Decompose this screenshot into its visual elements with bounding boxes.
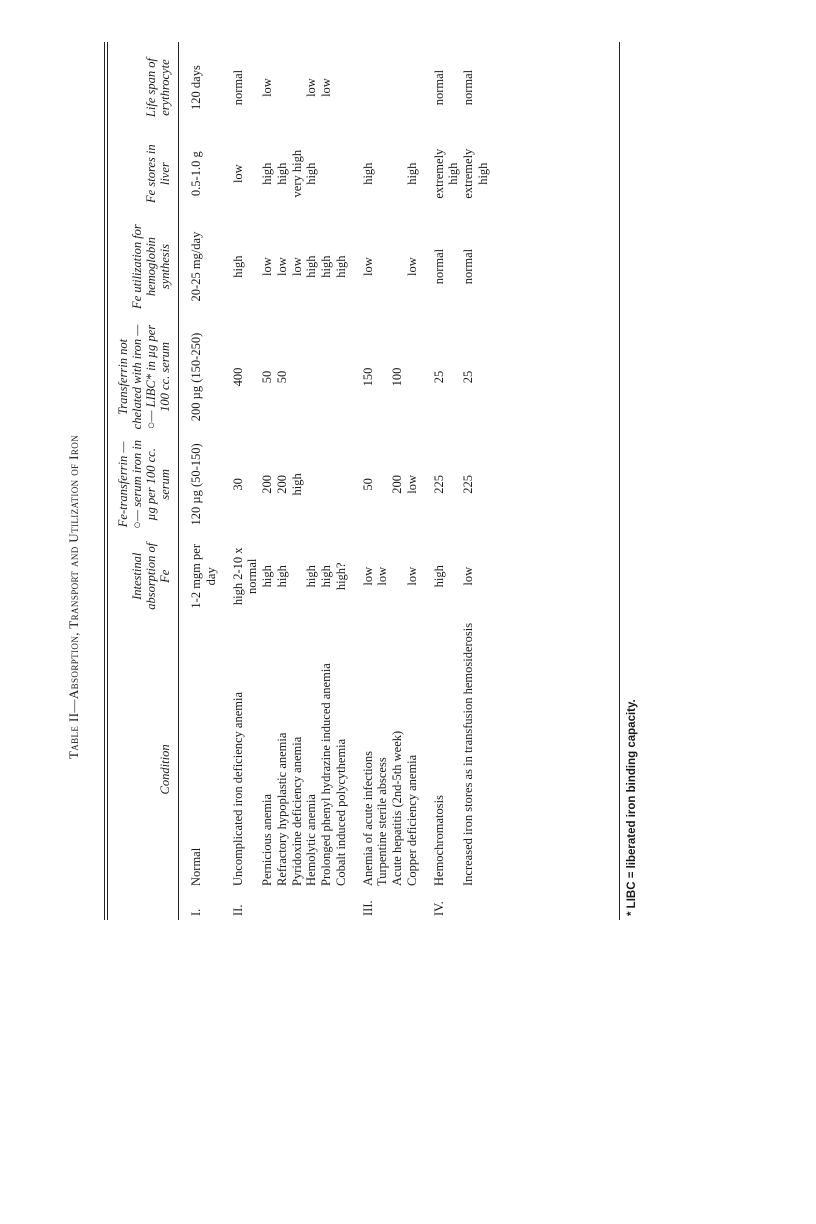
group-number: I. [189,908,203,916]
cell-fe [304,435,319,534]
header-utilization: Fe utilization for hemoglobin synthesis [130,224,172,309]
condition-cell [189,619,219,920]
top-rule [104,42,105,920]
table-row [420,42,462,920]
table-row [219,42,261,920]
condition-cell [334,619,349,920]
cell-abs: low [461,566,475,586]
condition-cell [304,619,319,920]
cell-util: high [333,255,348,278]
cell-abs: 1-2 mgm per day [189,544,218,609]
cell-life [375,42,390,133]
cell-libc [290,319,305,435]
cell-life: normal [230,69,245,106]
condition-cell [275,619,290,920]
cell-libc: 50 [274,370,289,384]
cell-abs: high [274,565,289,588]
cell-abs [390,534,405,619]
condition-cell [461,619,491,920]
cell-life: low [304,78,319,97]
footnote: * LIBC = liberated iron binding capacity. [626,699,638,916]
cell-stores: extremely high [461,148,490,199]
cell-abs: low [404,566,419,586]
cell-stores: high [304,162,319,185]
header-lifespan: Life span of erythrocyte [144,58,172,118]
cell-stores: low [230,164,245,184]
cell-stores: very high [289,149,304,198]
cell-life [334,42,349,133]
condition-cell [375,619,390,920]
condition-text: Acute hepatitis (2nd-5th week) [390,730,404,886]
cell-abs: high [319,565,333,588]
condition-text: Prolonged phenyl hydrazine induced anemia [319,663,333,886]
cell-util: low [274,257,289,276]
cell-life: low [260,78,274,97]
cell-fe: 200 [274,475,289,494]
cell-life: normal [461,69,475,106]
header-condition: Condition [158,744,172,795]
cell-util: normal [461,248,475,285]
cell-libc [334,319,349,435]
cell-libc: 200 µg (150-250) [189,332,203,422]
header-row [112,42,179,920]
cell-util: high [304,255,319,278]
condition-cell [405,619,420,920]
cell-life: 120 days [189,65,203,110]
table-row [189,42,219,920]
cell-util: low [260,257,274,276]
cell-abs: high 2-10 x normal [230,547,260,606]
cell-fe [375,435,390,534]
cell-stores: high [260,162,274,185]
cell-util [375,214,390,319]
table-row [260,42,275,920]
condition-text: Hemochromatosis [431,795,446,886]
condition-cell [219,619,261,920]
cell-util: low [404,257,419,276]
cell-life: low [319,78,333,97]
table-caption: Table II—Absorption, Transport and Utilization of Iron [66,434,81,760]
cell-libc [405,319,420,435]
table-row [349,42,376,920]
cell-libc: 150 [360,367,375,387]
cell-util: low [360,257,375,276]
cell-fe: 225 [431,475,446,494]
condition-text: Copper deficiency anemia [404,754,419,886]
cell-stores: 0.5-1.0 g [189,151,203,197]
condition-text: Turpentine sterile abscess [375,757,390,886]
condition-cell [420,619,462,920]
cell-libc: 50 [260,370,274,384]
cell-abs: high? [333,562,348,591]
cell-abs [290,534,305,619]
table-row [290,42,305,920]
header-transferrin-not: Transferrin not chelated with iron —○— LIBC* in µg per 100 cc. serum [116,324,172,430]
condition-text: Anemia of acute infections [360,750,375,886]
cell-abs: high [431,565,446,588]
cell-util: low [289,257,304,276]
cell-stores [334,133,349,214]
cell-life [349,42,376,133]
cell-fe: high [289,473,304,496]
cell-abs: low [360,566,375,586]
cell-fe: 50 [360,478,375,491]
cell-fe: low [404,475,419,494]
cell-libc: 100 [390,367,404,387]
cell-life [405,42,420,133]
cell-libc: 25 [431,370,446,384]
top-rule-double [107,42,108,920]
condition-cell [349,619,376,920]
table-row [319,42,334,920]
cell-libc [304,319,319,435]
condition-text: Cobalt induced polycythemia [333,738,348,886]
cell-life [390,42,405,133]
condition-text: Hemolytic anemia [304,794,319,886]
cell-life [290,42,305,133]
cell-util [390,214,405,319]
bottom-rule [619,42,620,920]
cell-util: high [230,255,245,278]
cell-fe: 200 [390,475,404,494]
table-row [304,42,319,920]
rotated-table-sheet [66,42,666,1152]
cell-stores [390,133,405,214]
cell-stores [375,133,390,214]
group-number: II. [230,904,245,916]
cell-fe [319,435,334,534]
table-row [390,42,405,920]
cell-fe: 225 [461,475,475,494]
cell-libc [375,319,390,435]
group-number: III. [360,900,375,916]
condition-cell [390,619,405,920]
cell-util: 20-25 mg/day [189,231,203,302]
cell-abs: low [375,566,390,586]
cell-stores: high [274,162,289,185]
header-fe-transferrin: Fe-transferrin —○— serum iron in µg per 100 cc. serum [116,440,172,529]
header-absorption: Intestinal absorption of Fe [130,542,172,610]
cell-life: normal [431,69,446,106]
cell-libc [319,319,334,435]
table-body [189,42,491,920]
cell-abs: high [304,565,319,588]
cell-stores: high [404,162,419,185]
cell-util: high [319,255,333,278]
cell-fe: 30 [230,478,245,491]
cell-stores [319,133,334,214]
cell-libc: 25 [461,370,475,384]
condition-cell [319,619,334,920]
condition-text: Increased iron stores as in transfusion hemosiderosis [461,622,475,886]
cell-life [275,42,290,133]
cell-util: normal [431,248,446,285]
condition-cell [260,619,275,920]
cell-fe: 200 [260,475,274,494]
table-row [375,42,390,920]
cell-fe: 120 µg (50-150) [189,443,203,526]
group-number: IV. [431,901,446,916]
table-row [461,42,491,920]
cell-stores: high [360,162,375,185]
iron-table [112,42,491,920]
condition-cell [290,619,305,920]
table-row [405,42,420,920]
condition-text: Pyridoxine deficiency anemia [289,736,304,886]
header-stores: Fe stores in liver [144,144,172,203]
condition-text: Uncomplicated iron deficiency anemia [230,691,245,886]
condition-text: Pernicious anemia [260,794,274,886]
cell-abs: high [260,565,274,588]
condition-text: Normal [189,847,203,886]
cell-stores: extremely high [431,148,461,199]
cell-fe [334,435,349,534]
cell-libc: 400 [230,367,245,387]
table-row [334,42,349,920]
condition-text: Refractory hypoplastic anemia [274,732,289,886]
table-row [275,42,290,920]
